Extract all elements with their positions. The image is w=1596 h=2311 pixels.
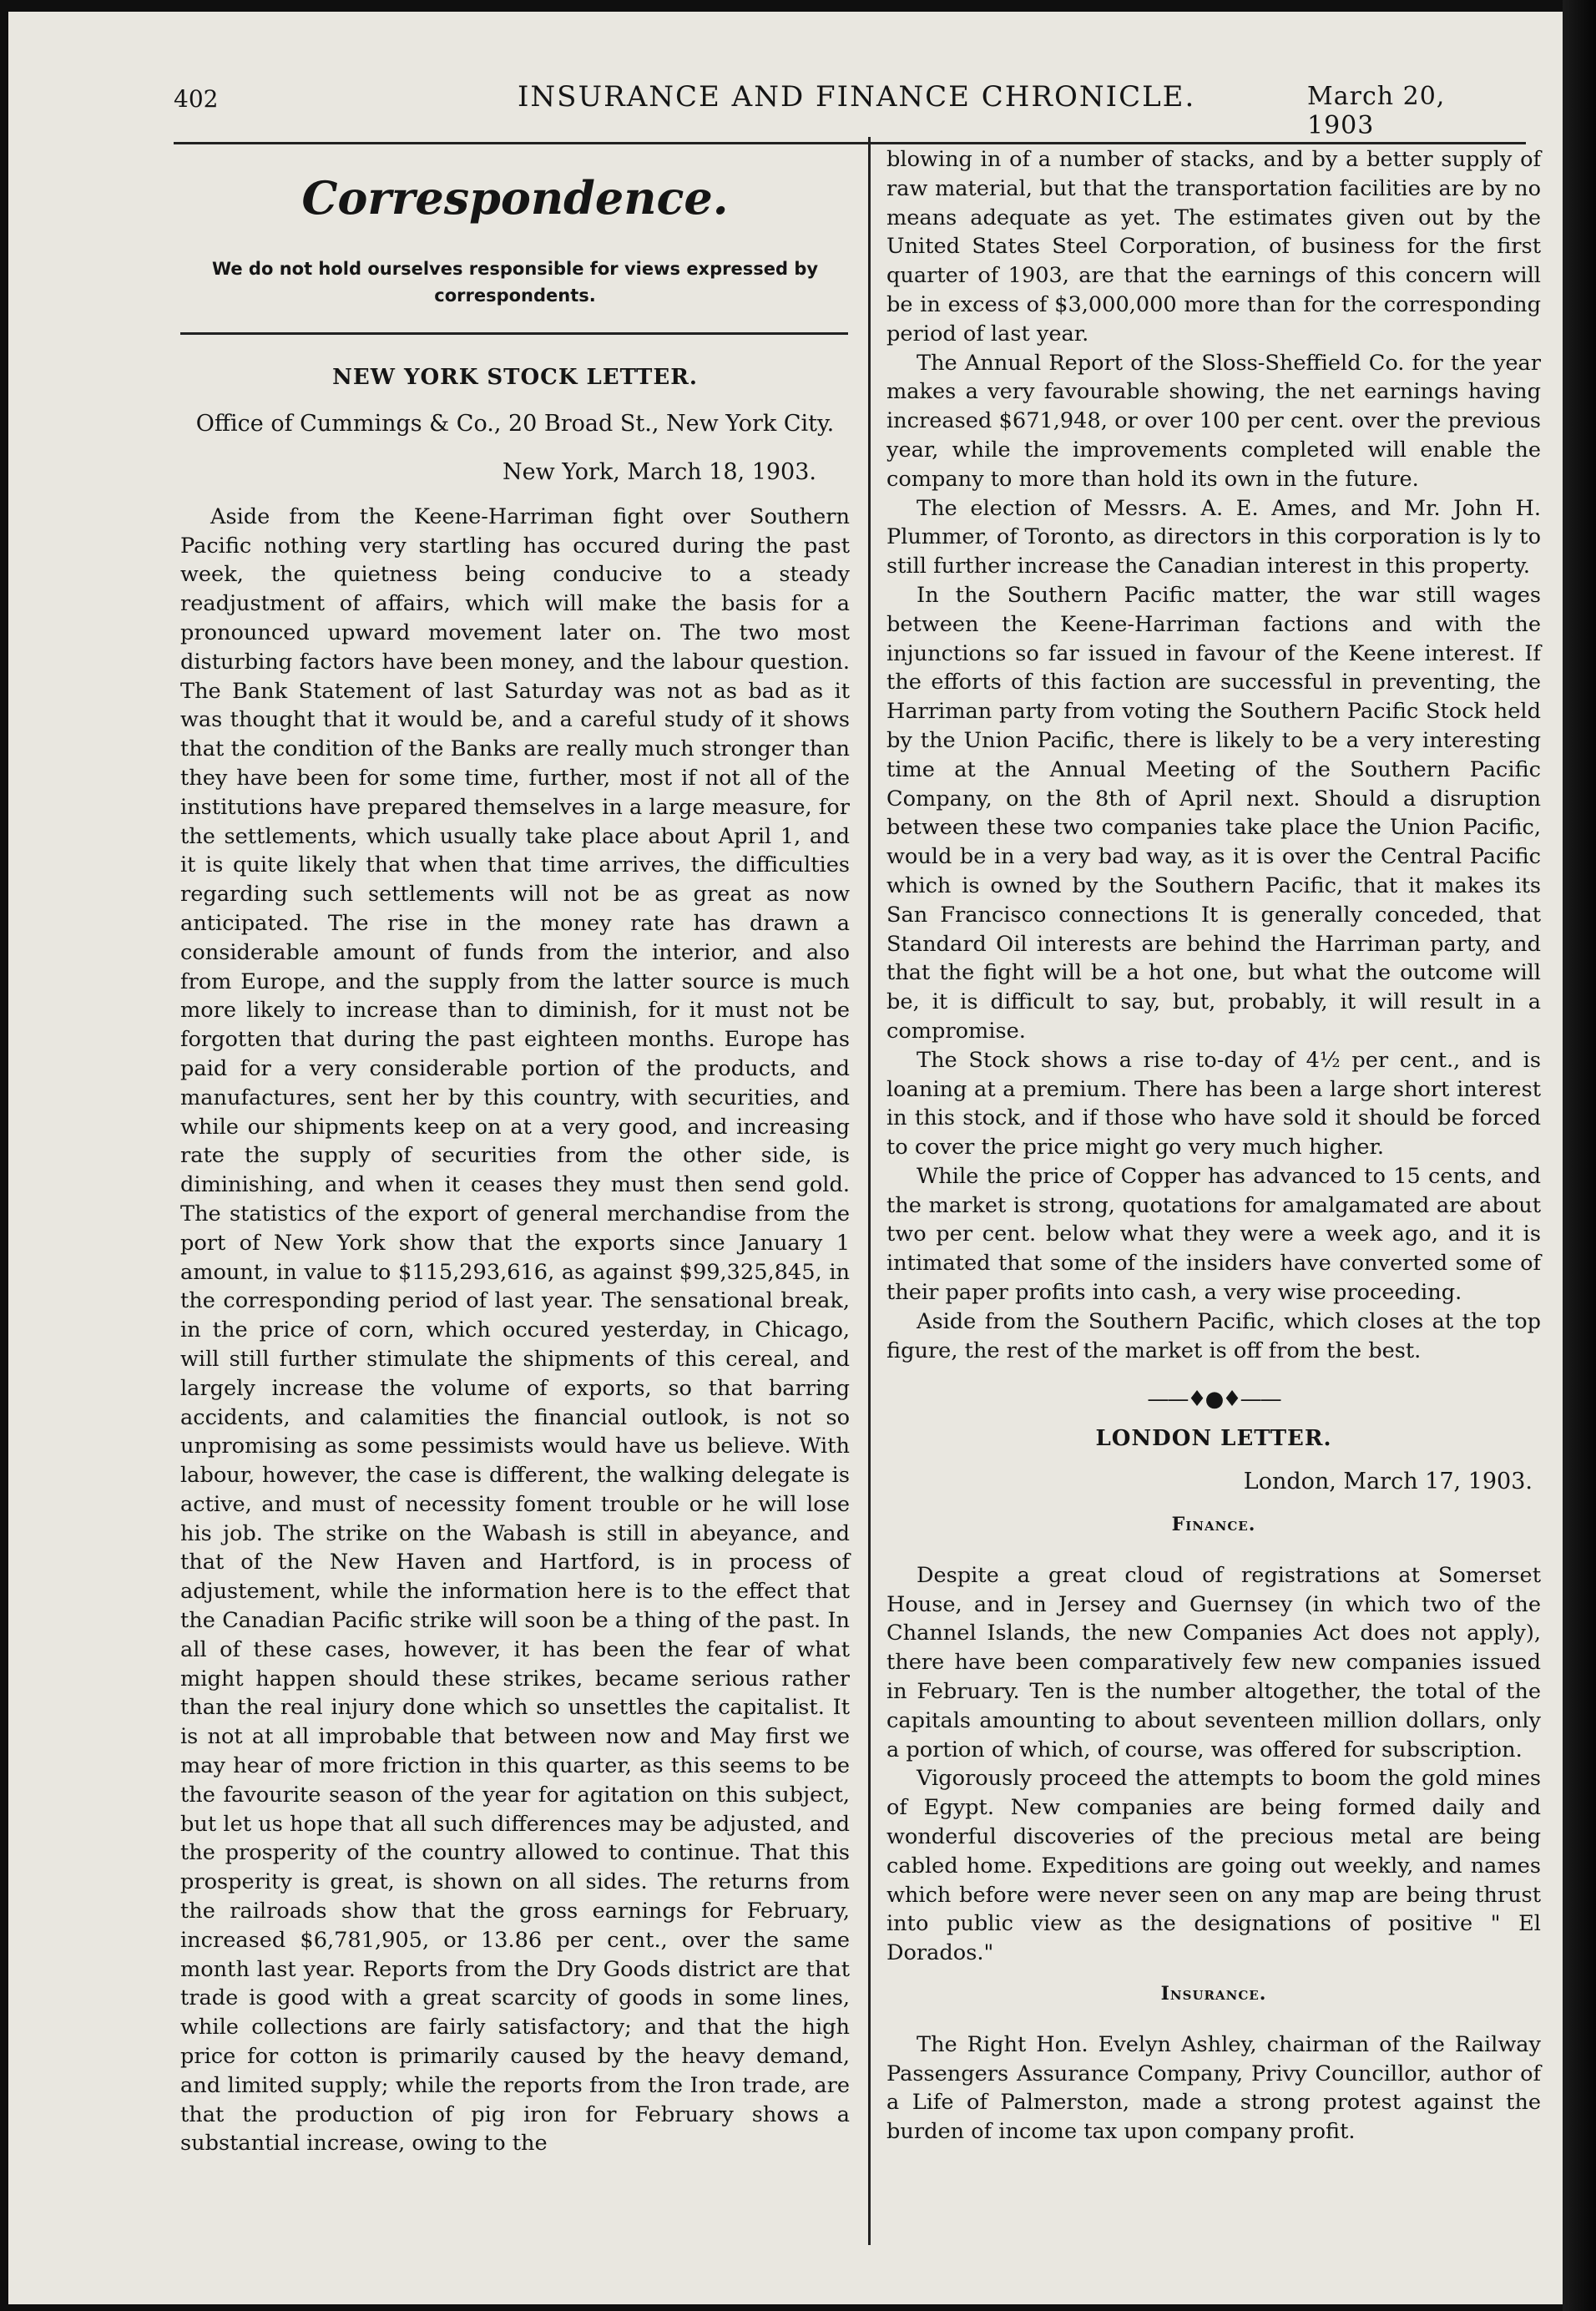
- london-dateline: London, March 17, 1903.: [1243, 1469, 1533, 1495]
- journal-title: INSURANCE AND FINANCE CHRONICLE.: [518, 80, 1196, 114]
- office-line: Office of Cummings & Co., 20 Broad St., New York City.: [195, 410, 835, 437]
- finance-heading: Finance.: [1171, 1514, 1256, 1536]
- dateline: New York, March 18, 1903.: [502, 458, 816, 485]
- article-paragraph: The election of Messrs. A. E. Ames, and Mr. John H. Plummer, of Toronto, as directors in this corporation is ly to still further increase the Canadian interest in this property.: [886, 495, 1541, 579]
- article-paragraph: Vigorously proceed the attempts to boom the gold mines of Egypt. New companies are being formed daily and wonderful discoveries of the precious metal are being cabled home. Expeditions are going out weekly, and names which before were never seen on any map are being thrust into public view as the designations of positive " El Dorados.": [886, 1766, 1541, 1966]
- header-rule: [174, 142, 1526, 144]
- ornament-divider: ——♦●♦——: [1147, 1387, 1280, 1413]
- article-paragraph: In the Southern Pacific matter, the war still wages between the Keene-Harriman factions and with the injunctions so far issued in favour of the Keene interest. If the efforts of this faction are successful in preventing, the Harriman party from voting the Southern Pacific Stock held by the Union Pacific, there is likely to be a very interesting time at the Annual Meeting of the Southern Pacific Company, on the 8th of April next. Should a disruption between these two companies take place the Union Pacific, would be in a very bad way, as it is over the Central Pacific which is owned by the Southern Pacific, that it makes its San Francisco connections It is generally conceded, that Standard Oil interests are behind the Harriman party, and that the fight will be a hot one, but what the outcome will be, it is difficult to say, but, probably, it will result in a compromise.: [886, 582, 1541, 1044]
- article-title: NEW YORK STOCK LETTER.: [332, 365, 698, 390]
- section-rule: [180, 332, 848, 335]
- article-paragraph: Aside from the Keene-Harriman fight over Southern Pacific nothing very startling has occured during the past week, the quietness being conducive to a steady readjustment of affairs, which will make the basis for a pronounced upward movement later on. The two most disturbing factors have been money, and the labour question. The Bank Statement of last Saturday was not as bad as it was thought that it would be, and a careful study of it shows that the condition of the Banks are really much stronger than they have been for some time, further, most if not all of the institutions have prepared themselves in a large measure, for the settlements, which usually take place about April 1, and it is quite likely that when that time arrives, the difficulties regarding such settlements will not be as great as now anticipated. The rise in the money rate has drawn a considerable amount of funds from the interior, and also from Europe, and the supply from the latter source is much more likely to increase than to diminish, for it must not be forgotten that during the past eighteen months. Europe has paid for a very considerable portion of the products, and manufactures, sent her by this country, with securities, and while our shipments keep on at a very good, and increasing rate the supply of securities from the other side, is diminishing, and when it ceases they must then send gold. The statistics of the export of general merchandise from the port of New York show that the exports since January 1 amount, in value to $115,293,616, as against $99,325,845, in the corresponding period of last year. The sensational break, in the price of corn, which occured yesterday, in Chicago, will still further stimulate the shipments of this cereal, and largely increase the volume of exports, so that barring accidents, and calamities the financial outlook, is not so unpromising as some pessimists would have us believe. With labour, however, the case is different, the walking delegate is active, and must of necessity foment trouble or he will lose his job. The strike on the Wabash is still in abeyance, and that of the New Haven and Hartford, is in process of adjustement, while the information here is to the effect that the Canadian Pacific strike will soon be a thing of the past. In all of these cases, however, it has been the fear of what might happen should these strikes, became serious rather than the real injury done which so unsettles the capitalist. It is not at all improbable that between now and May first we may hear of more friction in this quarter, as this seems to be the favourite season of the year for agitation on this subject, but let us hope that all such differences may be adjusted, and the prosperity of the country allowed to continue. That this prosperity is great, is shown on all sides. The returns from the railroads show that the gross earnings for February, increased $6,781,905, or 13.86 per cent., over the same month last year. Reports from the Dry Goods district are that trade is good with a great scarcity of goods in some lines, while collections are fairly satisfactory; and that the high price for cotton is primarily caused by the heavy demand, and limited supply; while the reports from the Iron trade, are that the production of pig iron for February shows a substantial increase, owing to the: [180, 503, 850, 2157]
- article-paragraph: Despite a great cloud of registrations at Somerset House, and in Jersey and Guernsey (in which two of the Channel Islands, the new Companies Act does not apply), there have been comparatively few new companies issued in February. Ten is the number altogether, the total of the capitals amounting to about seventeen million dollars, only a portion of which, of course, was offered for subscription.: [886, 1562, 1541, 1762]
- disclaimer: We do not hold ourselves responsible for views expressed by correspondents.: [211, 259, 819, 306]
- column-divider: [868, 137, 871, 2245]
- insurance-heading: Insurance.: [1160, 1983, 1267, 2005]
- left-column: [180, 169, 850, 2158]
- newspaper-page: [8, 12, 1563, 2304]
- page-number: 402: [174, 85, 219, 113]
- issue-date: March 20, 1903: [1307, 82, 1446, 140]
- article-paragraph: The Annual Report of the Sloss-Sheffield Co. for the year makes a very favourable showing, the net earnings having increased $671,948, or over 100 per cent. over the previous year, while the improvements completed will enable the company to more than hold its own in the future.: [886, 350, 1541, 492]
- page-header: [174, 77, 1509, 140]
- london-letter-title: LONDON LETTER.: [1095, 1426, 1332, 1452]
- scan-edge: [1563, 0, 1596, 2311]
- article-paragraph: While the price of Copper has advanced to 15 cents, and the market is strong, quotations for amalgamated are about two per cent. below what they were a week ago, and it is intimated that some of the insiders have converted some of their paper profits into cash, a very wise proceeding.: [886, 1163, 1541, 1306]
- continued-paragraph: blowing in of a number of stacks, and by a better supply of raw material, but that the transportation facilities are by no means adequate as yet. The estimates given out by the United States Steel Corporation, of business for the first quarter of 1903, are that the earnings of this concern will be in excess of $3,000,000 more than for the corresponding period of last year.: [886, 147, 1541, 346]
- article-paragraph: The Right Hon. Evelyn Ashley, chairman of the Railway Passengers Assurance Company, Privy Councillor, author of a Life of Palmerston, made a strong protest against the burden of income tax upon company profit.: [886, 2031, 1541, 2145]
- article-paragraph: Aside from the Southern Pacific, which closes at the top figure, the rest of the market is off from the best.: [886, 1308, 1541, 1363]
- article-paragraph: The Stock shows a rise to-day of 4½ per cent., and is loaning at a premium. There has been a large short interest in this stock, and if those who have sold it should be forced to cover the price might go very much higher.: [886, 1047, 1541, 1161]
- right-column: [886, 145, 1541, 2147]
- section-title: Correspondence.: [301, 171, 729, 225]
